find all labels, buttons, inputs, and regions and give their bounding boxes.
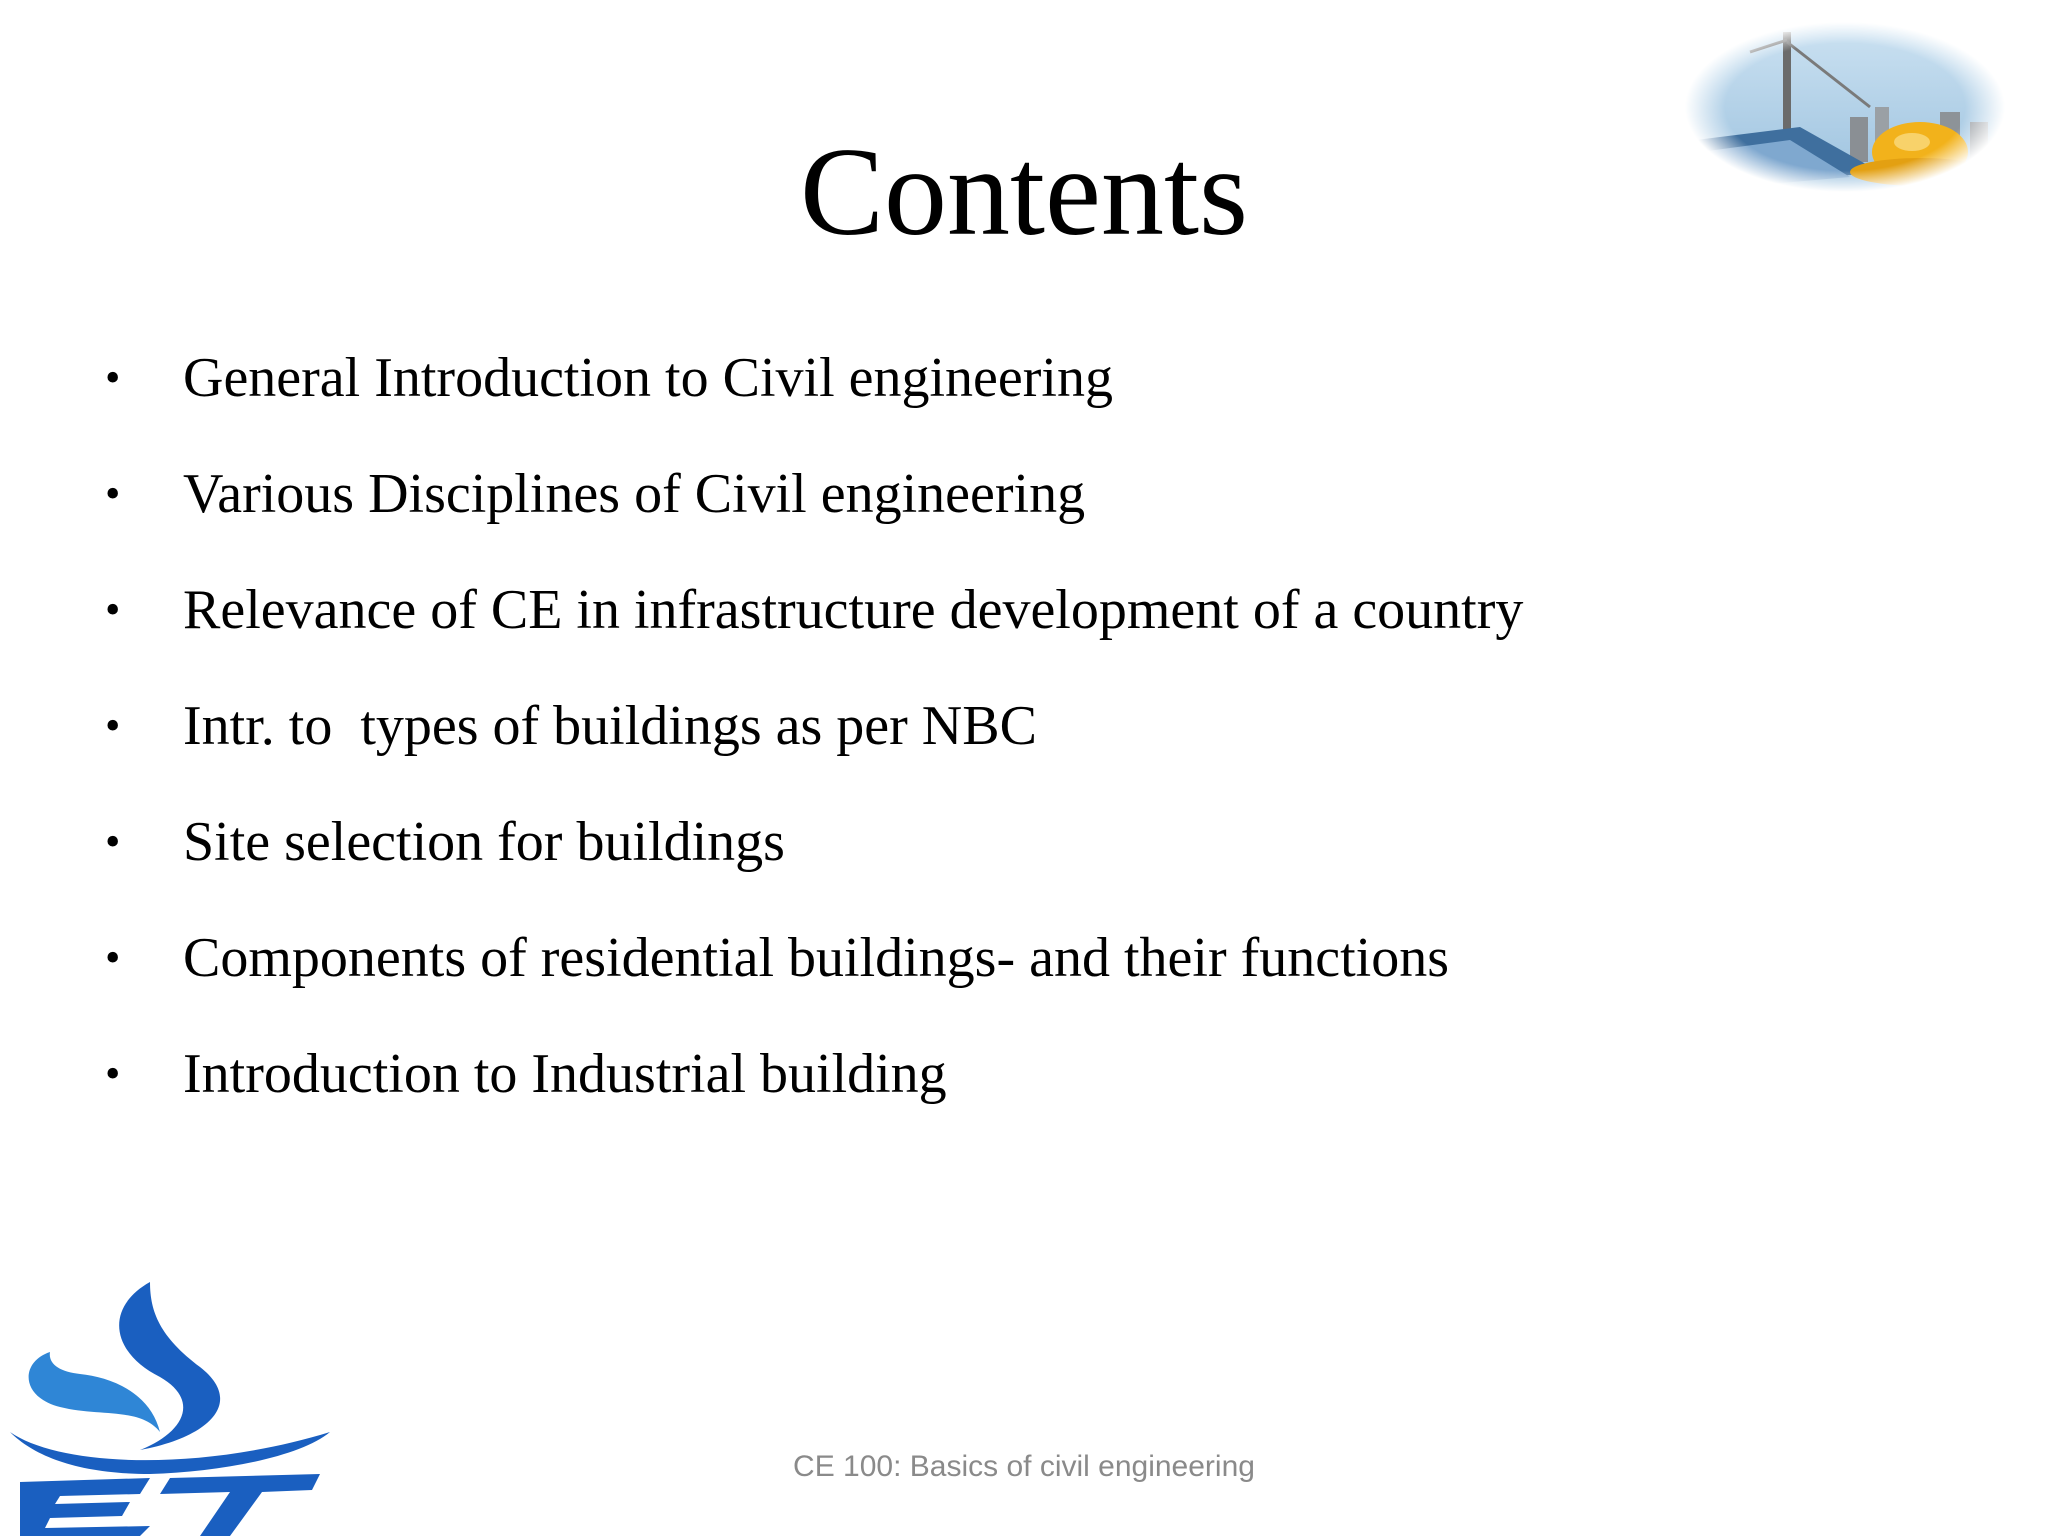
list-item <box>105 320 1113 436</box>
bullet-icon: • <box>105 469 121 518</box>
list-item-text: Site selection for buildings <box>183 811 785 873</box>
list-item-text: Various Disciplines of Civil engineering <box>183 463 1086 525</box>
list-item <box>105 436 1086 552</box>
institution-logo-icon <box>0 1282 340 1536</box>
bullet-icon: • <box>105 1049 121 1098</box>
list-item-text: Introduction to Industrial building <box>183 1043 947 1105</box>
bullet-icon: • <box>105 585 121 634</box>
list-item <box>105 552 1524 668</box>
list-item <box>105 1016 947 1132</box>
list-item <box>105 900 1450 1016</box>
slide-footer: CE 100: Basics of civil engineering <box>793 1450 1255 1483</box>
list-item <box>105 668 1037 784</box>
list-item-text: Relevance of CE in infrastructure development of a country <box>183 579 1524 641</box>
contents-list <box>105 320 1524 1132</box>
bullet-icon: • <box>105 353 121 402</box>
list-item-text: Intr. to types of buildings as per NBC <box>183 695 1037 757</box>
bullet-icon: • <box>105 933 121 982</box>
bullet-icon: • <box>105 701 121 750</box>
bullet-icon: • <box>105 817 121 866</box>
list-item-text: General Introduction to Civil engineering <box>183 347 1113 409</box>
slide-title: Contents <box>799 123 1248 262</box>
list-item <box>105 784 785 900</box>
list-item-text: Components of residential buildings- and their functions <box>183 927 1450 989</box>
